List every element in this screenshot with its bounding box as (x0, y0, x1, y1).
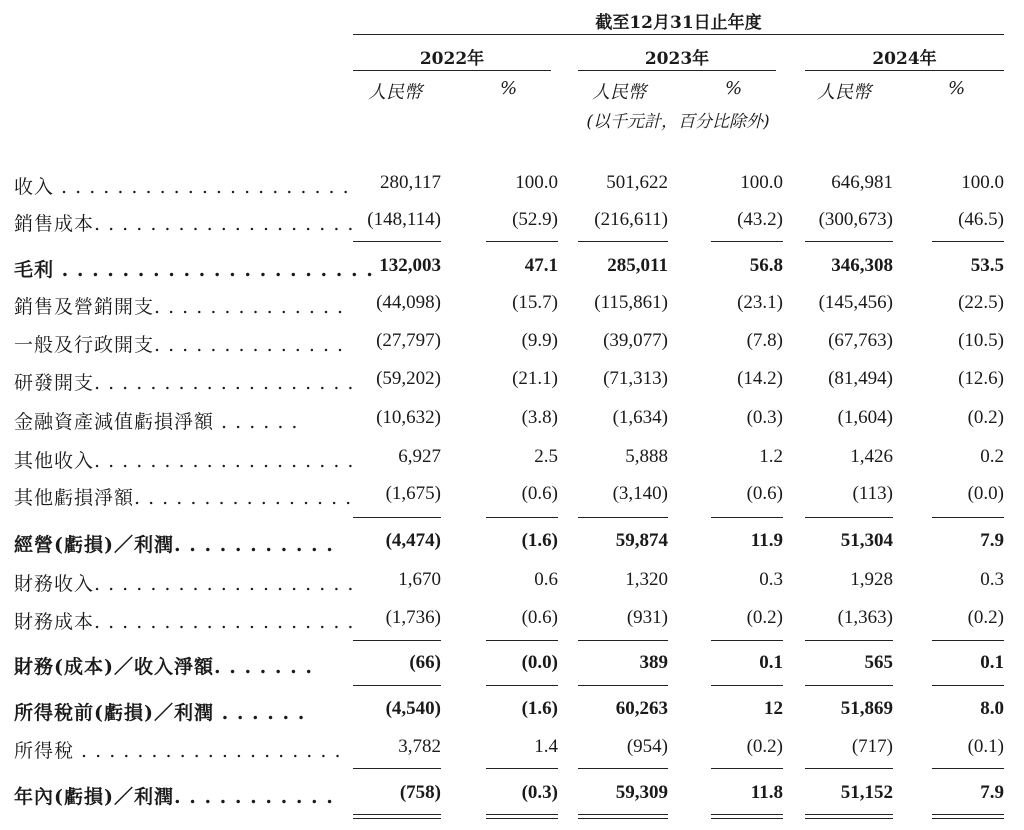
table-row (0, 251, 1024, 285)
subtotal-rule (578, 517, 668, 518)
subtotal-rule (932, 685, 1004, 686)
row-label: 所得稅前(虧損)／利潤 . . . . . . (14, 702, 306, 724)
value-cell: (12.6) (958, 368, 1004, 389)
total-double-rule (932, 818, 1004, 819)
value-cell: 56.8 (749, 255, 783, 276)
value-cell: (1,675) (385, 483, 441, 504)
period-heading: 截至12月31日止年度 (595, 13, 762, 33)
value-cell: (1,634) (612, 407, 668, 428)
value-cell: 1,928 (850, 569, 893, 590)
table-row (0, 403, 1024, 437)
subtotal-rule (578, 768, 668, 769)
percent-label-2022: % (500, 78, 518, 99)
value-cell: (7.8) (746, 330, 783, 351)
row-label: 年內(虧損)／利潤. . . . . . . . . . . (14, 786, 334, 808)
subtotal-rule (932, 517, 1004, 518)
table-row (0, 526, 1024, 560)
table-row (0, 603, 1024, 637)
subtotal-rule (578, 640, 668, 641)
table-row (0, 205, 1024, 239)
percent-label-2023: % (725, 78, 743, 99)
value-cell: (216,611) (594, 209, 668, 230)
row-label: 收入 . . . . . . . . . . . . . . . . . . . . . (14, 176, 350, 198)
value-cell: 53.5 (970, 255, 1004, 276)
value-cell: (67,763) (828, 330, 893, 351)
year-2023-heading: 2023年 (644, 49, 710, 69)
subtotal-rule (578, 685, 668, 686)
total-double-rule (578, 814, 668, 815)
value-cell: 132,003 (379, 255, 441, 276)
value-cell: 11.9 (750, 530, 783, 551)
value-cell: (1.6) (521, 530, 558, 551)
value-cell: 100.0 (740, 172, 783, 193)
value-cell: 12 (764, 698, 783, 719)
value-cell: 1,426 (850, 446, 893, 467)
total-double-rule (353, 814, 441, 815)
value-cell: 0.6 (534, 569, 558, 590)
row-label: 財務(成本)／收入淨額. . . . . . . (14, 656, 313, 678)
subtotal-rule (486, 517, 558, 518)
value-cell: (954) (626, 736, 668, 757)
value-cell: (27,797) (376, 330, 441, 351)
value-cell: (0.0) (967, 483, 1004, 504)
total-double-rule (486, 818, 558, 819)
value-cell: 8.0 (980, 698, 1004, 719)
value-cell: (43.2) (737, 209, 783, 230)
table-row (0, 565, 1024, 599)
row-label: 所得稅 . . . . . . . . . . . . . . . . . . . (14, 740, 342, 762)
table-row (0, 694, 1024, 728)
currency-label-2023: 人民幣 (592, 82, 646, 103)
header-rule (353, 34, 1004, 35)
value-cell: (145,456) (818, 292, 893, 313)
subtotal-rule (353, 768, 441, 769)
value-cell: 59,874 (615, 530, 668, 551)
value-cell: 7.9 (980, 530, 1004, 551)
row-label: 銷售成本. . . . . . . . . . . . . . . . . . . (14, 213, 355, 235)
year-2022-heading: 2022年 (419, 49, 485, 69)
unit-note: (以千元計，百分比除外) (586, 112, 770, 132)
value-cell: (14.2) (737, 368, 783, 389)
value-cell: 7.9 (980, 782, 1004, 803)
subtotal-rule (805, 685, 893, 686)
value-cell: 0.3 (980, 569, 1004, 590)
subtotal-rule (711, 685, 783, 686)
subtotal-rule (353, 241, 441, 242)
value-cell: (0.2) (967, 607, 1004, 628)
value-cell: (0.3) (746, 407, 783, 428)
table-row (0, 364, 1024, 398)
value-cell: (0.2) (746, 607, 783, 628)
value-cell: 0.3 (759, 569, 783, 590)
value-cell: (1,363) (837, 607, 893, 628)
value-cell: 346,308 (831, 255, 893, 276)
value-cell: 100.0 (515, 172, 558, 193)
table-row (0, 288, 1024, 322)
subtotal-rule (353, 517, 441, 518)
value-cell: 11.8 (750, 782, 783, 803)
subtotal-rule (486, 685, 558, 686)
total-double-rule (805, 814, 893, 815)
value-cell: (0.2) (746, 736, 783, 757)
row-label: 其他收入. . . . . . . . . . . . . . . . . . . (14, 450, 355, 472)
subtotal-rule (932, 241, 1004, 242)
row-label: 研發開支. . . . . . . . . . . . . . . . . . . (14, 372, 355, 394)
value-cell: (931) (626, 607, 668, 628)
value-cell: 1,320 (625, 569, 668, 590)
value-cell: 501,622 (606, 172, 668, 193)
currency-label-2022: 人民幣 (368, 82, 422, 103)
value-cell: (21.1) (512, 368, 558, 389)
row-label: 銷售及營銷開支. . . . . . . . . . . . . . (14, 296, 345, 318)
value-cell: (46.5) (958, 209, 1004, 230)
value-cell: (71,313) (603, 368, 668, 389)
row-label: 財務成本. . . . . . . . . . . . . . . . . . . (14, 611, 355, 633)
value-cell: (15.7) (512, 292, 558, 313)
value-cell: (0.6) (521, 607, 558, 628)
value-cell: 5,888 (625, 446, 668, 467)
value-cell: (66) (409, 652, 441, 673)
year-2024-heading: 2024年 (872, 49, 937, 69)
value-cell: (148,114) (367, 209, 441, 230)
value-cell: 1.4 (534, 736, 558, 757)
value-cell: (758) (399, 782, 441, 803)
value-cell: (1.6) (521, 698, 558, 719)
value-cell: 3,782 (398, 736, 441, 757)
subtotal-rule (711, 768, 783, 769)
total-double-rule (486, 814, 558, 815)
row-label: 一般及行政開支. . . . . . . . . . . . . . (14, 334, 345, 356)
subtotal-rule (932, 640, 1004, 641)
value-cell: (0.6) (746, 483, 783, 504)
value-cell: 51,304 (840, 530, 893, 551)
row-label: 經營(虧損)／利潤. . . . . . . . . . . (14, 534, 334, 556)
value-cell: (3.8) (521, 407, 558, 428)
value-cell: (1,604) (837, 407, 893, 428)
value-cell: 59,309 (615, 782, 668, 803)
value-cell: 1,670 (398, 569, 441, 590)
value-cell: 646,981 (831, 172, 893, 193)
value-cell: 60,263 (615, 698, 668, 719)
value-cell: 280,117 (379, 172, 441, 193)
value-cell: 1.2 (759, 446, 783, 467)
value-cell: 51,869 (840, 698, 893, 719)
table-row (0, 648, 1024, 682)
value-cell: (39,077) (603, 330, 668, 351)
total-double-rule (578, 818, 668, 819)
row-label: 財務收入. . . . . . . . . . . . . . . . . . . (14, 573, 355, 595)
table-row (0, 326, 1024, 360)
value-cell: (3,140) (612, 483, 668, 504)
value-cell: (10,632) (376, 407, 441, 428)
table-row (0, 732, 1024, 766)
percent-label-2024: % (948, 78, 966, 99)
value-cell: (44,098) (376, 292, 441, 313)
value-cell: (1,736) (385, 607, 441, 628)
subtotal-rule (711, 517, 783, 518)
value-cell: 565 (864, 652, 893, 673)
value-cell: 2.5 (534, 446, 558, 467)
value-cell: 47.1 (524, 255, 558, 276)
value-cell: (0.0) (521, 652, 558, 673)
subtotal-rule (486, 768, 558, 769)
year-2022-rule (353, 70, 551, 71)
value-cell: (81,494) (828, 368, 893, 389)
subtotal-rule (486, 241, 558, 242)
row-label: 金融資產減值虧損淨額 . . . . . . (14, 411, 299, 433)
value-cell: (0.2) (967, 407, 1004, 428)
total-double-rule (353, 818, 441, 819)
value-cell: (23.1) (737, 292, 783, 313)
value-cell: 51,152 (840, 782, 893, 803)
value-cell: 6,927 (398, 446, 441, 467)
subtotal-rule (805, 768, 893, 769)
value-cell: (9.9) (521, 330, 558, 351)
value-cell: (0.1) (967, 736, 1004, 757)
value-cell: 100.0 (961, 172, 1004, 193)
total-double-rule (805, 818, 893, 819)
year-2023-rule (578, 70, 776, 71)
row-label: 其他虧損淨額. . . . . . . . . . . . . . . . (14, 487, 353, 509)
value-cell: (10.5) (958, 330, 1004, 351)
total-double-rule (932, 814, 1004, 815)
subtotal-rule (711, 640, 783, 641)
value-cell: 0.1 (980, 652, 1004, 673)
value-cell: (113) (852, 483, 893, 504)
value-cell: 389 (639, 652, 668, 673)
subtotal-rule (805, 517, 893, 518)
total-double-rule (711, 814, 783, 815)
subtotal-rule (711, 241, 783, 242)
value-cell: (4,474) (385, 530, 441, 551)
table-row (0, 479, 1024, 513)
subtotal-rule (353, 640, 441, 641)
table-row (0, 168, 1024, 202)
year-2024-rule (805, 70, 1004, 71)
value-cell: (0.3) (521, 782, 558, 803)
subtotal-rule (353, 685, 441, 686)
value-cell: (717) (851, 736, 893, 757)
value-cell: (300,673) (818, 209, 893, 230)
value-cell: 285,011 (607, 255, 668, 276)
table-row (0, 442, 1024, 476)
total-double-rule (711, 818, 783, 819)
row-label: 毛利 . . . . . . . . . . . . . . . . . . . . . (14, 259, 374, 281)
value-cell: 0.1 (759, 652, 783, 673)
value-cell: 0.2 (980, 446, 1004, 467)
subtotal-rule (805, 640, 893, 641)
value-cell: (22.5) (958, 292, 1004, 313)
value-cell: (0.6) (521, 483, 558, 504)
value-cell: (115,861) (594, 292, 668, 313)
subtotal-rule (486, 640, 558, 641)
subtotal-rule (932, 768, 1004, 769)
value-cell: (52.9) (512, 209, 558, 230)
value-cell: (59,202) (376, 368, 441, 389)
table-row (0, 778, 1024, 812)
currency-label-2024: 人民幣 (817, 82, 871, 103)
subtotal-rule (805, 241, 893, 242)
value-cell: (4,540) (385, 698, 441, 719)
subtotal-rule (578, 241, 668, 242)
